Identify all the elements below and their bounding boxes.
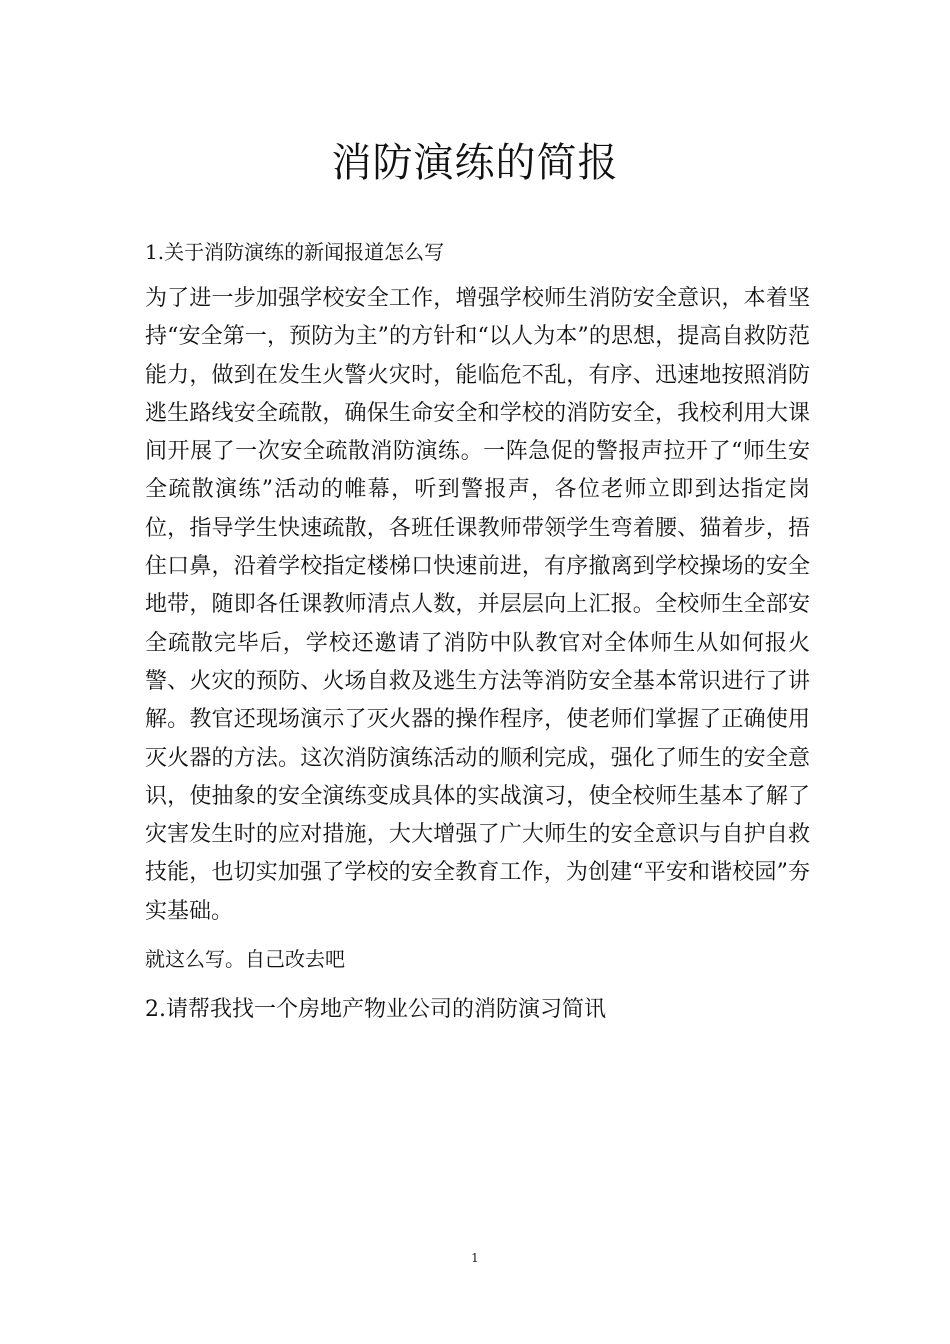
section-heading-2: 2.请帮我找一个房地产物业公司的消防演习简讯 xyxy=(145,997,606,1023)
page-title: 消防演练的简报 xyxy=(331,139,619,186)
document-body xyxy=(145,236,810,1027)
section-heading-1: 1.关于消防演练的新闻报道怎么写 xyxy=(145,240,445,264)
section-note-1: 就这么写。自己改去吧 xyxy=(145,947,345,972)
page-number: 1 xyxy=(471,1251,479,1265)
section-body-1: 为了进一步加强学校安全工作，增强学校师生消防安全意识，本着坚持“安全第一，预防为主”的方针和“以人为本”的思想，提高自救防范能力，做到在发生火警火灾时，能临危不乱，有序、迅速地按照消防逃生路线安全疏散，确保生命安全和学校的消防安全，我校利用大课间开展了一次安全疏散消防演练。一阵急促的警报声拉开了“师生安全疏散演练”活动的帷幕，听到警报声，各位老师立即到达指定岗位，指导学生快速疏散，各班任课教师带领学生弯着腰、猫着步，捂住口鼻，沿着学校指定楼梯口快速前进，有序撤离到学校操场的安全地带，随即各任课教师清点人数，并层层向上汇报。全校师生全部安全疏散完毕后，学校还邀请了消防中队教官对全体师生从如何报火警、火灾的预防、火场自救及逃生方法等消防安全基本常识进行了讲解。教官还现场演示了灭火器的操作程序，使老师们掌握了正确使用灭火器的方法。这次消防演练活动的顺利完成，强化了师生的安全意识，使抽象的安全演练变成具体的实战演习，使全校师生基本了解了灾害发生时的应对措施，大大增强了广大师生的安全意识与自护自救技能，也切实加强了学校的安全教育工作，为创建“平安和谐校园”夯实基础。 xyxy=(145,286,810,924)
